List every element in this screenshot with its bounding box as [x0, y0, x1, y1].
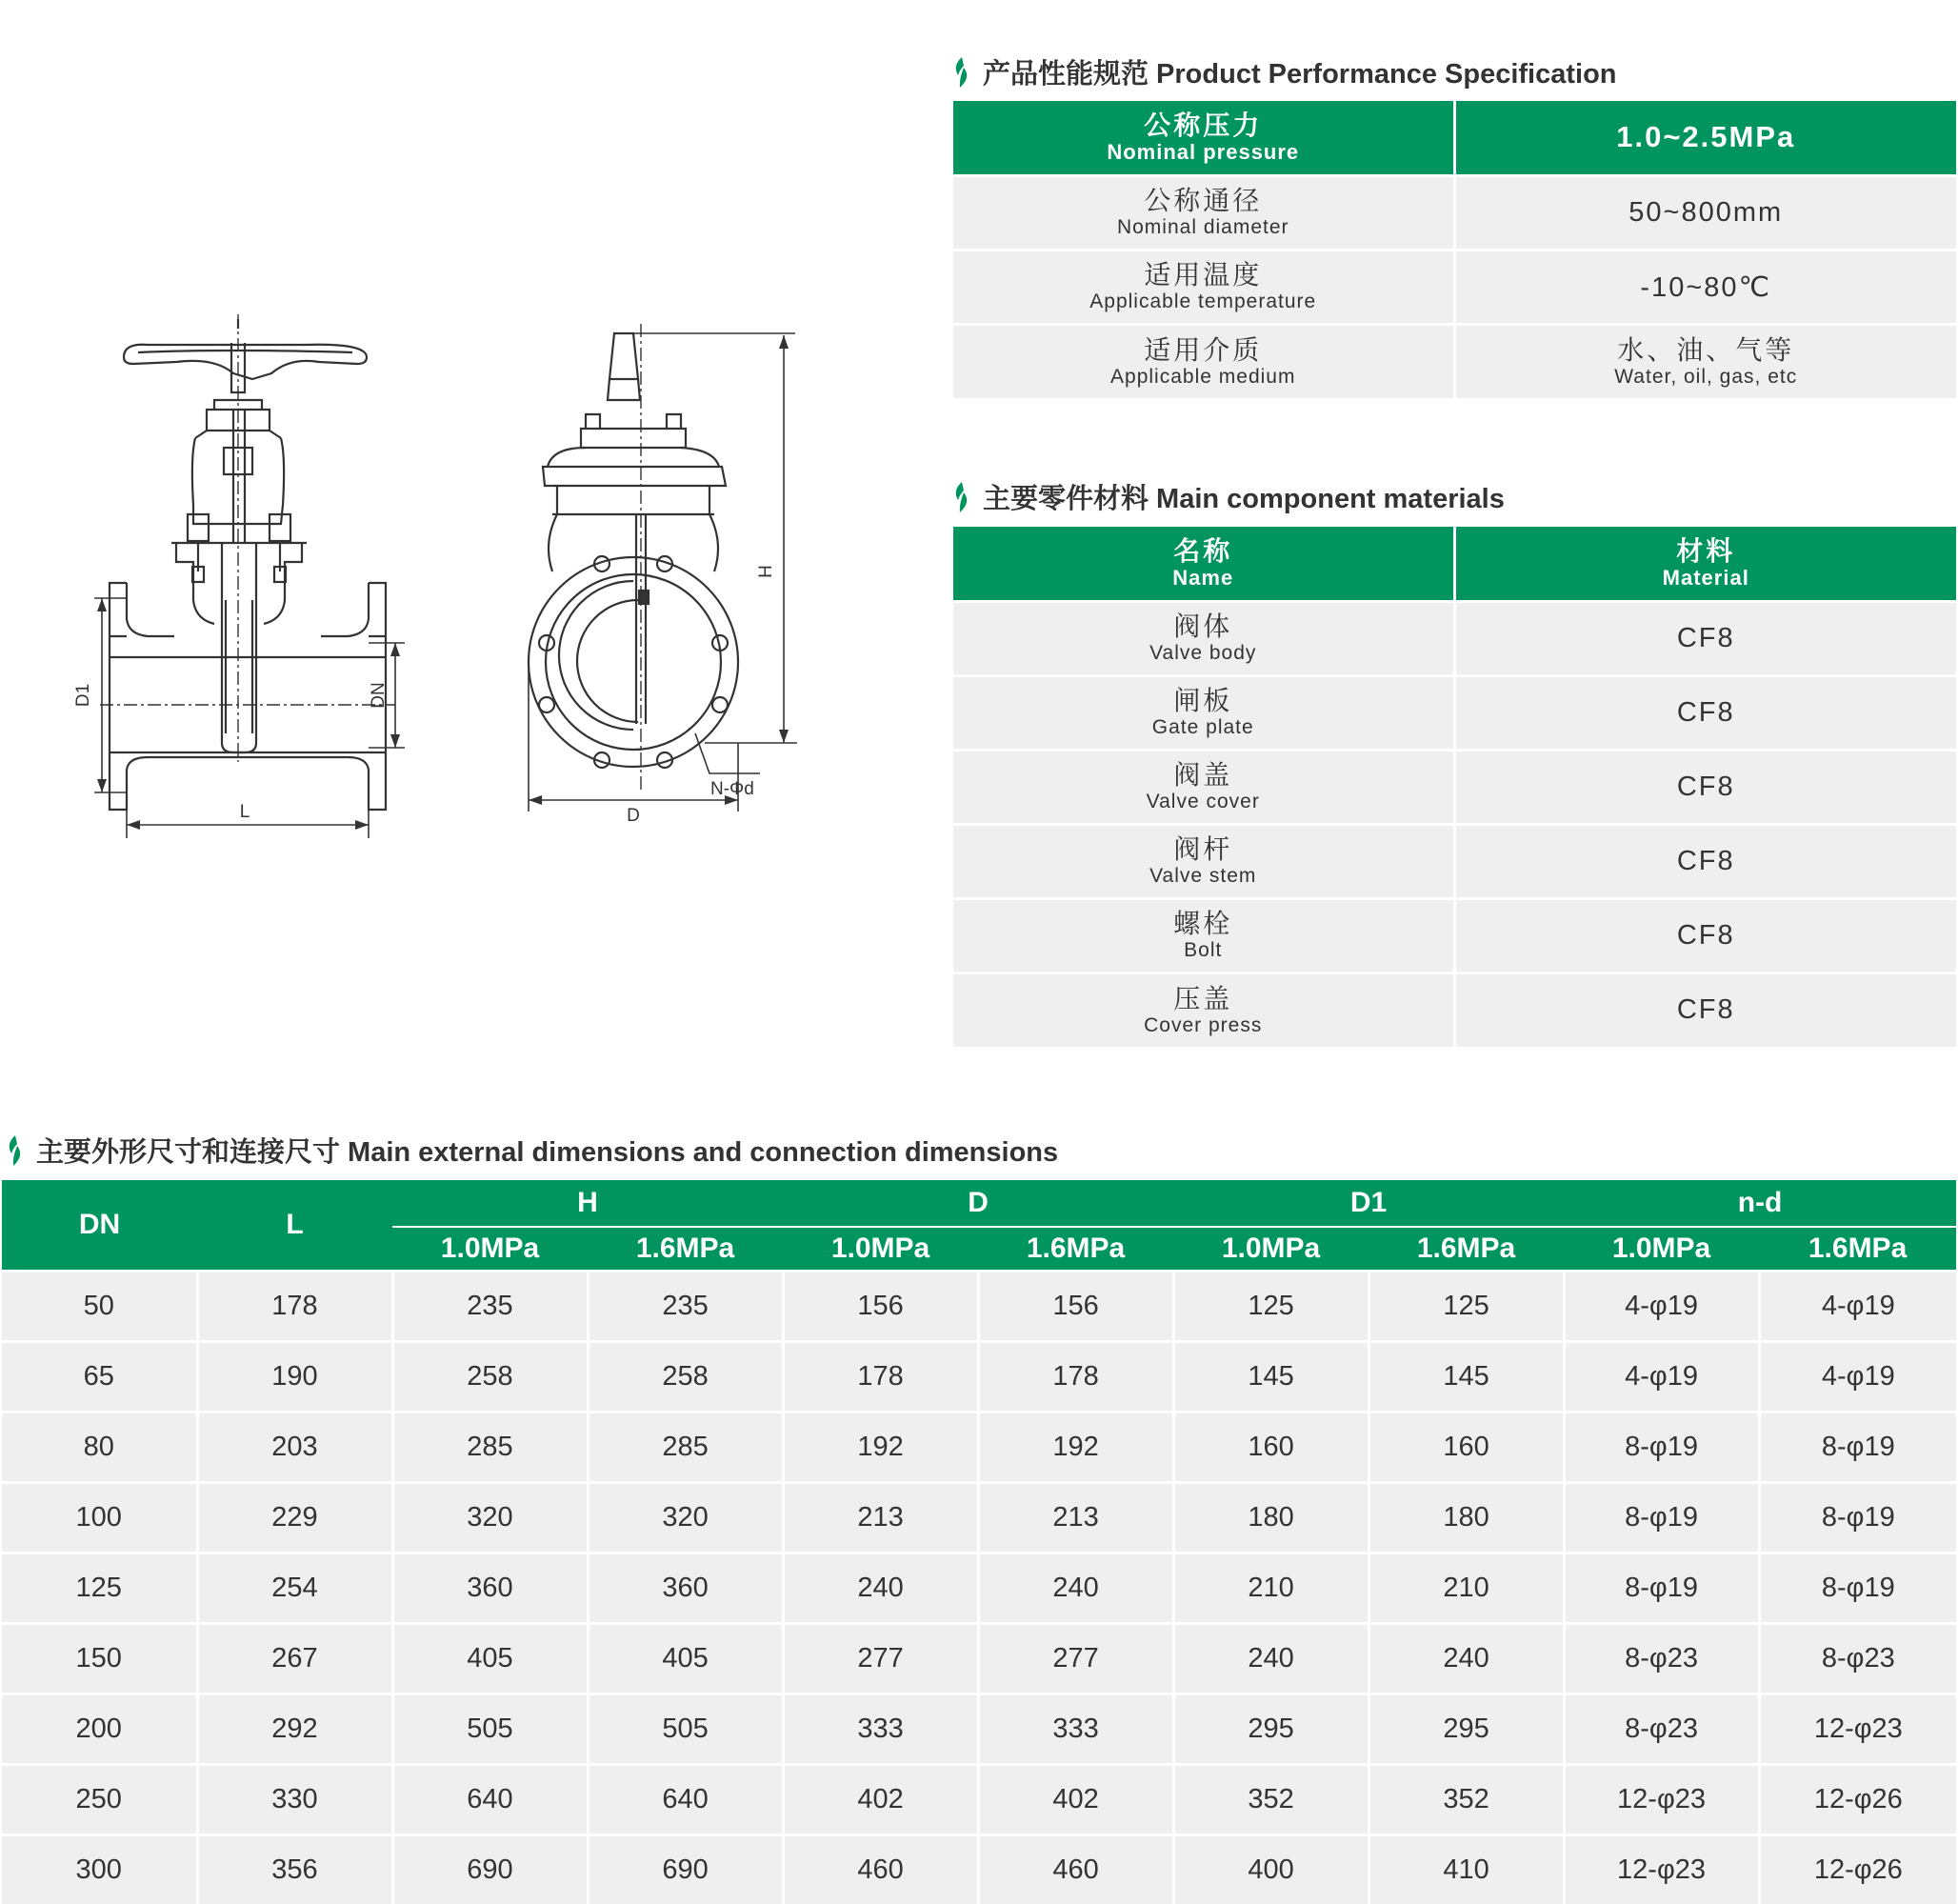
- header-dn: DN: [2, 1180, 197, 1272]
- section-title-text: 主要外形尺寸和连接尺寸 Main external dimensions and connection dimensions: [36, 1131, 1058, 1170]
- table-cell: 178: [197, 1272, 392, 1342]
- row-label-zh: 闸板: [953, 686, 1453, 716]
- table-cell: 505: [588, 1694, 783, 1765]
- header-cell-value: [1454, 101, 1956, 175]
- table-cell: 4-φ19: [1759, 1272, 1956, 1342]
- header-nd: n-d: [1564, 1180, 1956, 1227]
- row-label: [953, 898, 1454, 972]
- table-cell: 80: [2, 1413, 197, 1483]
- row-label-en: Valve cover: [953, 791, 1453, 813]
- leaf-icon: [4, 1134, 27, 1167]
- leaf-icon: [950, 56, 973, 89]
- row-label: [953, 824, 1454, 898]
- table-cell: 8-φ19: [1759, 1483, 1956, 1553]
- valve-side-view-drawing: [514, 324, 819, 838]
- header-pressure: 1.0MPa: [1564, 1227, 1759, 1272]
- row-value-text: CF8: [1677, 772, 1735, 802]
- table-cell: 400: [1173, 1835, 1369, 1904]
- table-cell: 4-φ19: [1564, 1342, 1759, 1413]
- header-value: 1.0~2.5MPa: [1616, 120, 1795, 153]
- row-value-text: CF8: [1677, 697, 1735, 728]
- table-cell: 180: [1369, 1483, 1564, 1553]
- row-value: [1454, 175, 1956, 250]
- row-label: [953, 324, 1454, 398]
- materials-table: [953, 527, 1956, 1047]
- table-cell: 8-φ23: [1564, 1694, 1759, 1765]
- row-label-zh: 阀体: [953, 611, 1453, 642]
- header-name-zh: 名称: [953, 536, 1453, 567]
- dimensions-table-body: [2, 1272, 1956, 1904]
- table-cell: 8-φ19: [1564, 1413, 1759, 1483]
- table-cell: 640: [392, 1765, 588, 1835]
- row-label: [953, 972, 1454, 1047]
- table-cell: 258: [588, 1342, 783, 1413]
- row-label-en: Applicable temperature: [953, 291, 1453, 313]
- table-cell: 160: [1173, 1413, 1369, 1483]
- table-cell: 8-φ19: [1564, 1483, 1759, 1553]
- row-value: [1454, 324, 1956, 398]
- row-label-zh: 阀杆: [953, 834, 1453, 865]
- table-cell: 295: [1173, 1694, 1369, 1765]
- table-row: [953, 750, 1956, 824]
- table-cell: 125: [2, 1553, 197, 1624]
- table-header-row: [2, 1180, 1956, 1227]
- header-pressure: 1.6MPa: [1369, 1227, 1564, 1272]
- row-value: [1454, 601, 1956, 675]
- table-header-row: [953, 527, 1956, 601]
- table-cell: 4-φ19: [1564, 1272, 1759, 1342]
- header-cell-name: [953, 527, 1454, 601]
- row-value: [1454, 750, 1956, 824]
- table-cell: 640: [588, 1765, 783, 1835]
- table-cell: 145: [1369, 1342, 1564, 1413]
- row-label-zh: 压盖: [953, 984, 1453, 1014]
- row-label-en: Nominal diameter: [953, 216, 1453, 239]
- table-cell: 505: [392, 1694, 588, 1765]
- label-dn: DN: [369, 682, 389, 708]
- header-h: H: [392, 1180, 783, 1227]
- table-row: [2, 1413, 1956, 1483]
- table-cell: 8-φ19: [1564, 1553, 1759, 1624]
- table-cell: 150: [2, 1624, 197, 1694]
- table-cell: 405: [392, 1624, 588, 1694]
- table-cell: 125: [1173, 1272, 1369, 1342]
- table-header-row: [953, 101, 1956, 175]
- header-cell-label: [953, 101, 1454, 175]
- table-cell: 410: [1369, 1835, 1564, 1904]
- row-value-text: CF8: [1677, 994, 1735, 1025]
- table-cell: 292: [197, 1694, 392, 1765]
- table-cell: 277: [978, 1624, 1173, 1694]
- row-label-zh: 适用温度: [953, 260, 1453, 291]
- table-cell: 8-φ23: [1564, 1624, 1759, 1694]
- table-cell: 402: [978, 1765, 1173, 1835]
- table-cell: 145: [1173, 1342, 1369, 1413]
- table-row: [953, 824, 1956, 898]
- table-cell: 190: [197, 1342, 392, 1413]
- table-cell: 156: [783, 1272, 978, 1342]
- table-row: [2, 1483, 1956, 1553]
- table-cell: 8-φ19: [1759, 1413, 1956, 1483]
- valve-front-view-drawing: [81, 314, 424, 848]
- table-cell: 690: [392, 1835, 588, 1904]
- header-d1: D1: [1173, 1180, 1564, 1227]
- header-en: Nominal pressure: [953, 141, 1453, 164]
- header-name-en: Name: [953, 567, 1453, 590]
- table-cell: 12-φ23: [1564, 1835, 1759, 1904]
- table-cell: 690: [588, 1835, 783, 1904]
- row-value-text: CF8: [1677, 920, 1735, 951]
- header-l: L: [197, 1180, 392, 1272]
- table-cell: 360: [392, 1553, 588, 1624]
- row-label: [953, 175, 1454, 250]
- row-value: [1454, 250, 1956, 324]
- table-row: [2, 1272, 1956, 1342]
- table-cell: 235: [392, 1272, 588, 1342]
- table-cell: 210: [1369, 1553, 1564, 1624]
- table-cell: 156: [978, 1272, 1173, 1342]
- table-cell: 352: [1369, 1765, 1564, 1835]
- leaf-icon: [950, 481, 973, 513]
- header-pressure: 1.0MPa: [783, 1227, 978, 1272]
- table-row: [2, 1553, 1956, 1624]
- header-pressure: 1.0MPa: [392, 1227, 588, 1272]
- row-value-text: 50~800mm: [1628, 197, 1783, 228]
- table-cell: 192: [978, 1413, 1173, 1483]
- table-row: [953, 972, 1956, 1047]
- table-cell: 12-φ23: [1564, 1765, 1759, 1835]
- table-row: [2, 1694, 1956, 1765]
- table-cell: 125: [1369, 1272, 1564, 1342]
- table-cell: 235: [588, 1272, 783, 1342]
- table-cell: 50: [2, 1272, 197, 1342]
- row-label-zh: 螺栓: [953, 909, 1453, 939]
- table-cell: 100: [2, 1483, 197, 1553]
- header-pressure: 1.6MPa: [588, 1227, 783, 1272]
- table-cell: 4-φ19: [1759, 1342, 1956, 1413]
- label-d1: D1: [73, 684, 93, 707]
- section-title-materials: [950, 477, 1505, 516]
- row-label-zh: 适用介质: [953, 335, 1453, 366]
- table-cell: 213: [978, 1483, 1173, 1553]
- table-cell: 65: [2, 1342, 197, 1413]
- table-cell: 12-φ23: [1759, 1694, 1956, 1765]
- row-label-en: Applicable medium: [953, 366, 1453, 389]
- table-cell: 405: [588, 1624, 783, 1694]
- table-row: [2, 1342, 1956, 1413]
- row-label-en: Valve body: [953, 642, 1453, 665]
- table-row: [953, 675, 1956, 750]
- table-cell: 333: [783, 1694, 978, 1765]
- label-h: H: [756, 565, 776, 578]
- label-d: D: [627, 806, 640, 826]
- table-cell: 178: [783, 1342, 978, 1413]
- section-title-performance: [950, 52, 1617, 91]
- table-row: [953, 324, 1956, 398]
- table-cell: 192: [783, 1413, 978, 1483]
- header-d: D: [783, 1180, 1173, 1227]
- header-cell-material: [1454, 527, 1956, 601]
- table-cell: 460: [783, 1835, 978, 1904]
- row-label-en: Cover press: [953, 1014, 1453, 1037]
- table-cell: 258: [392, 1342, 588, 1413]
- row-value-text: CF8: [1677, 846, 1735, 876]
- row-value-en: Water, oil, gas, etc: [1456, 366, 1957, 389]
- table-cell: 178: [978, 1342, 1173, 1413]
- table-cell: 250: [2, 1765, 197, 1835]
- table-cell: 240: [978, 1553, 1173, 1624]
- label-l: L: [240, 802, 250, 822]
- row-label-zh: 公称通径: [953, 186, 1453, 216]
- table-cell: 240: [1173, 1624, 1369, 1694]
- table-row: [953, 250, 1956, 324]
- table-cell: 12-φ26: [1759, 1835, 1956, 1904]
- header-zh: 公称压力: [953, 110, 1453, 141]
- section-title-dimensions: [4, 1131, 1058, 1170]
- table-cell: 229: [197, 1483, 392, 1553]
- row-value: [1454, 824, 1956, 898]
- row-label-zh: 阀盖: [953, 760, 1453, 791]
- table-cell: 240: [1369, 1624, 1564, 1694]
- table-cell: 333: [978, 1694, 1173, 1765]
- row-label: [953, 250, 1454, 324]
- header-material-zh: 材料: [1456, 536, 1957, 567]
- table-cell: 295: [1369, 1694, 1564, 1765]
- row-value-text: -10~80℃: [1640, 272, 1771, 303]
- table-cell: 402: [783, 1765, 978, 1835]
- table-row: [953, 601, 1956, 675]
- table-cell: 285: [588, 1413, 783, 1483]
- row-value: [1454, 972, 1956, 1047]
- row-label-en: Gate plate: [953, 716, 1453, 739]
- row-value: [1454, 675, 1956, 750]
- table-cell: 8-φ23: [1759, 1624, 1956, 1694]
- row-label-en: Valve stem: [953, 865, 1453, 888]
- row-value-zh: 水、油、气等: [1456, 335, 1957, 366]
- table-row: [953, 898, 1956, 972]
- table-row: [953, 175, 1956, 250]
- table-cell: 320: [588, 1483, 783, 1553]
- row-value-text: CF8: [1677, 623, 1735, 653]
- table-row: [2, 1624, 1956, 1694]
- header-pressure: 1.0MPa: [1173, 1227, 1369, 1272]
- header-pressure: 1.6MPa: [978, 1227, 1173, 1272]
- table-cell: 8-φ19: [1759, 1553, 1956, 1624]
- row-label: [953, 675, 1454, 750]
- row-label: [953, 750, 1454, 824]
- table-cell: 356: [197, 1835, 392, 1904]
- table-cell: 277: [783, 1624, 978, 1694]
- table-cell: 180: [1173, 1483, 1369, 1553]
- table-cell: 460: [978, 1835, 1173, 1904]
- table-row: [2, 1835, 1956, 1904]
- table-cell: 203: [197, 1413, 392, 1483]
- header-pressure: 1.6MPa: [1759, 1227, 1956, 1272]
- table-cell: 160: [1369, 1413, 1564, 1483]
- table-cell: 360: [588, 1553, 783, 1624]
- table-cell: 330: [197, 1765, 392, 1835]
- row-label: [953, 601, 1454, 675]
- table-cell: 240: [783, 1553, 978, 1624]
- performance-spec-table: [953, 101, 1956, 398]
- label-n-phi-d: N-Φd: [710, 779, 754, 799]
- section-title-text: 产品性能规范 Product Performance Specification: [983, 52, 1617, 91]
- table-cell: 213: [783, 1483, 978, 1553]
- header-material-en: Material: [1456, 567, 1957, 590]
- dimensions-table: [2, 1180, 1956, 1904]
- table-cell: 285: [392, 1413, 588, 1483]
- table-cell: 320: [392, 1483, 588, 1553]
- row-label-en: Bolt: [953, 939, 1453, 962]
- table-cell: 300: [2, 1835, 197, 1904]
- table-cell: 210: [1173, 1553, 1369, 1624]
- table-cell: 267: [197, 1624, 392, 1694]
- section-title-text: 主要零件材料 Main component materials: [983, 477, 1505, 516]
- table-cell: 12-φ26: [1759, 1765, 1956, 1835]
- table-cell: 200: [2, 1694, 197, 1765]
- table-cell: 254: [197, 1553, 392, 1624]
- table-row: [2, 1765, 1956, 1835]
- table-cell: 352: [1173, 1765, 1369, 1835]
- row-value: [1454, 898, 1956, 972]
